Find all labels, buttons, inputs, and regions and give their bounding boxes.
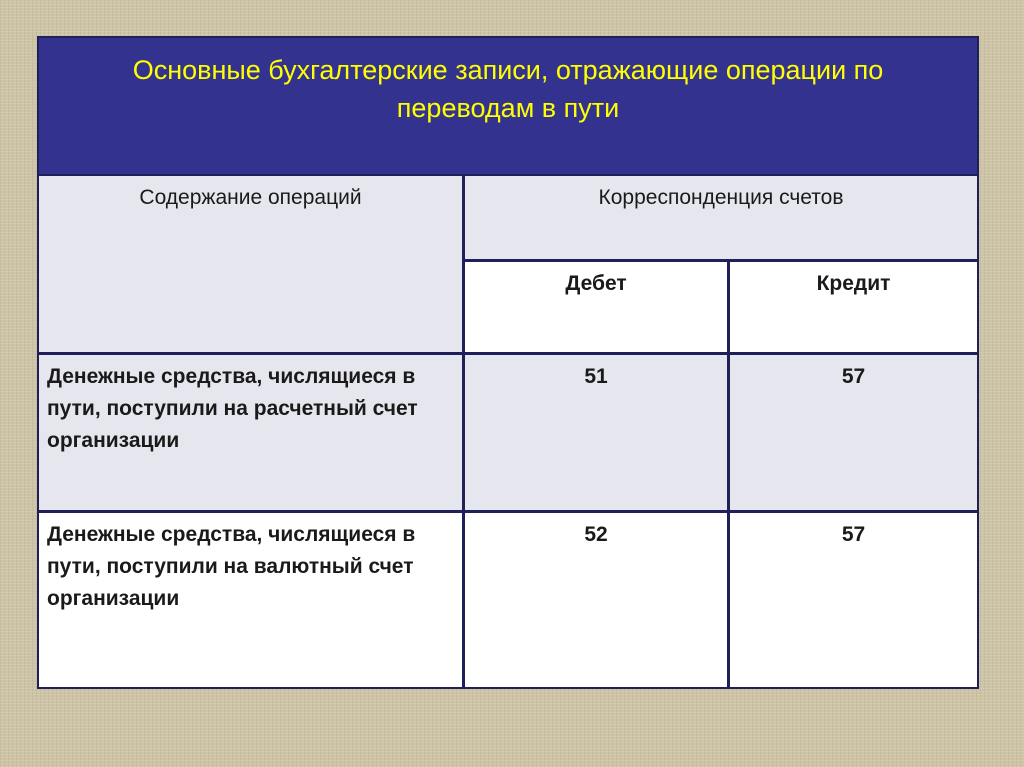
row-1-operation: Денежные средства, числящиеся в пути, поступили на расчетный счет организации [39, 355, 462, 510]
header-correspondence: Корреспонденция счетов [465, 176, 977, 259]
row-2-operation: Денежные средства, числящиеся в пути, поступили на валютный счет организации [39, 513, 462, 687]
row-2-debit: 52 [465, 513, 727, 687]
table-title: Основные бухгалтерские записи, отражающие операции по переводам в пути [39, 38, 977, 174]
row-2-credit: 57 [730, 513, 977, 687]
accounting-entries-table [37, 36, 979, 689]
header-debit: Дебет [465, 262, 727, 352]
row-1-credit: 57 [730, 355, 977, 510]
header-credit: Кредит [730, 262, 977, 352]
header-operation: Содержание операций [39, 176, 462, 352]
row-1-debit: 51 [465, 355, 727, 510]
